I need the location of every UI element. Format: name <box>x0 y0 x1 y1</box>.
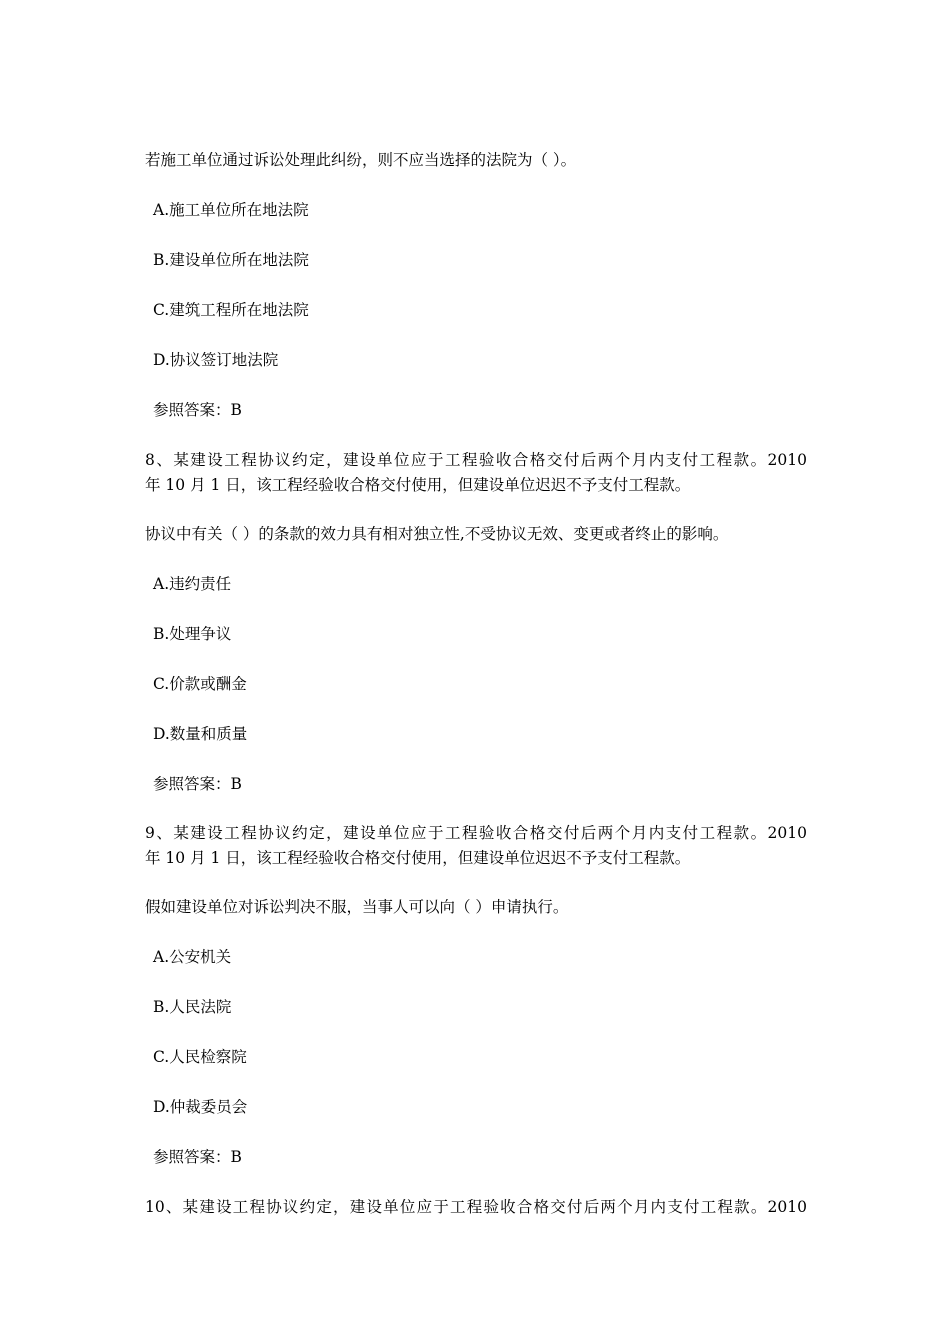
reference-answer: 参照答案：B <box>153 401 242 419</box>
option-a: A.公安机关 <box>153 948 232 966</box>
question-stem-continued: 年 10 月 1 日，该工程经验收合格交付使用，但建设单位迟迟不予支付工程款。 <box>145 849 691 867</box>
question-prompt: 协议中有关（ ）的条款的效力具有相对独立性,不受协议无效、变更或者终止的影响。 <box>145 525 729 543</box>
option-a: A.违约责任 <box>153 575 232 593</box>
option-a: A.施工单位所在地法院 <box>153 201 309 219</box>
option-d: D.数量和质量 <box>153 725 248 743</box>
reference-answer: 参照答案：B <box>153 1148 242 1166</box>
option-c: C.价款或酬金 <box>153 675 247 693</box>
option-b: B.人民法院 <box>153 998 232 1016</box>
option-d: D.仲裁委员会 <box>153 1098 248 1116</box>
option-d: D.协议签订地法院 <box>153 351 279 369</box>
option-c: C.建筑工程所在地法院 <box>153 301 309 319</box>
option-b: B.处理争议 <box>153 625 232 643</box>
option-c: C.人民检察院 <box>153 1048 247 1066</box>
reference-answer: 参照答案：B <box>153 775 242 793</box>
question-stem: 9、某建设工程协议约定，建设单位应于工程验收合格交付后两个月内支付工程款。2010 <box>145 824 807 842</box>
question-stem: 8、某建设工程协议约定，建设单位应于工程验收合格交付后两个月内支付工程款。2010 <box>145 451 807 469</box>
question-prompt: 假如建设单位对诉讼判决不服，当事人可以向（ ）申请执行。 <box>145 898 569 916</box>
question-prompt: 若施工单位通过诉讼处理此纠纷，则不应当选择的法院为（ ）。 <box>145 151 577 169</box>
option-b: B.建设单位所在地法院 <box>153 251 309 269</box>
question-stem-continued: 年 10 月 1 日，该工程经验收合格交付使用，但建设单位迟迟不予支付工程款。 <box>145 476 691 494</box>
question-stem: 10、某建设工程协议约定，建设单位应于工程验收合格交付后两个月内支付工程款。2010 <box>145 1198 807 1216</box>
